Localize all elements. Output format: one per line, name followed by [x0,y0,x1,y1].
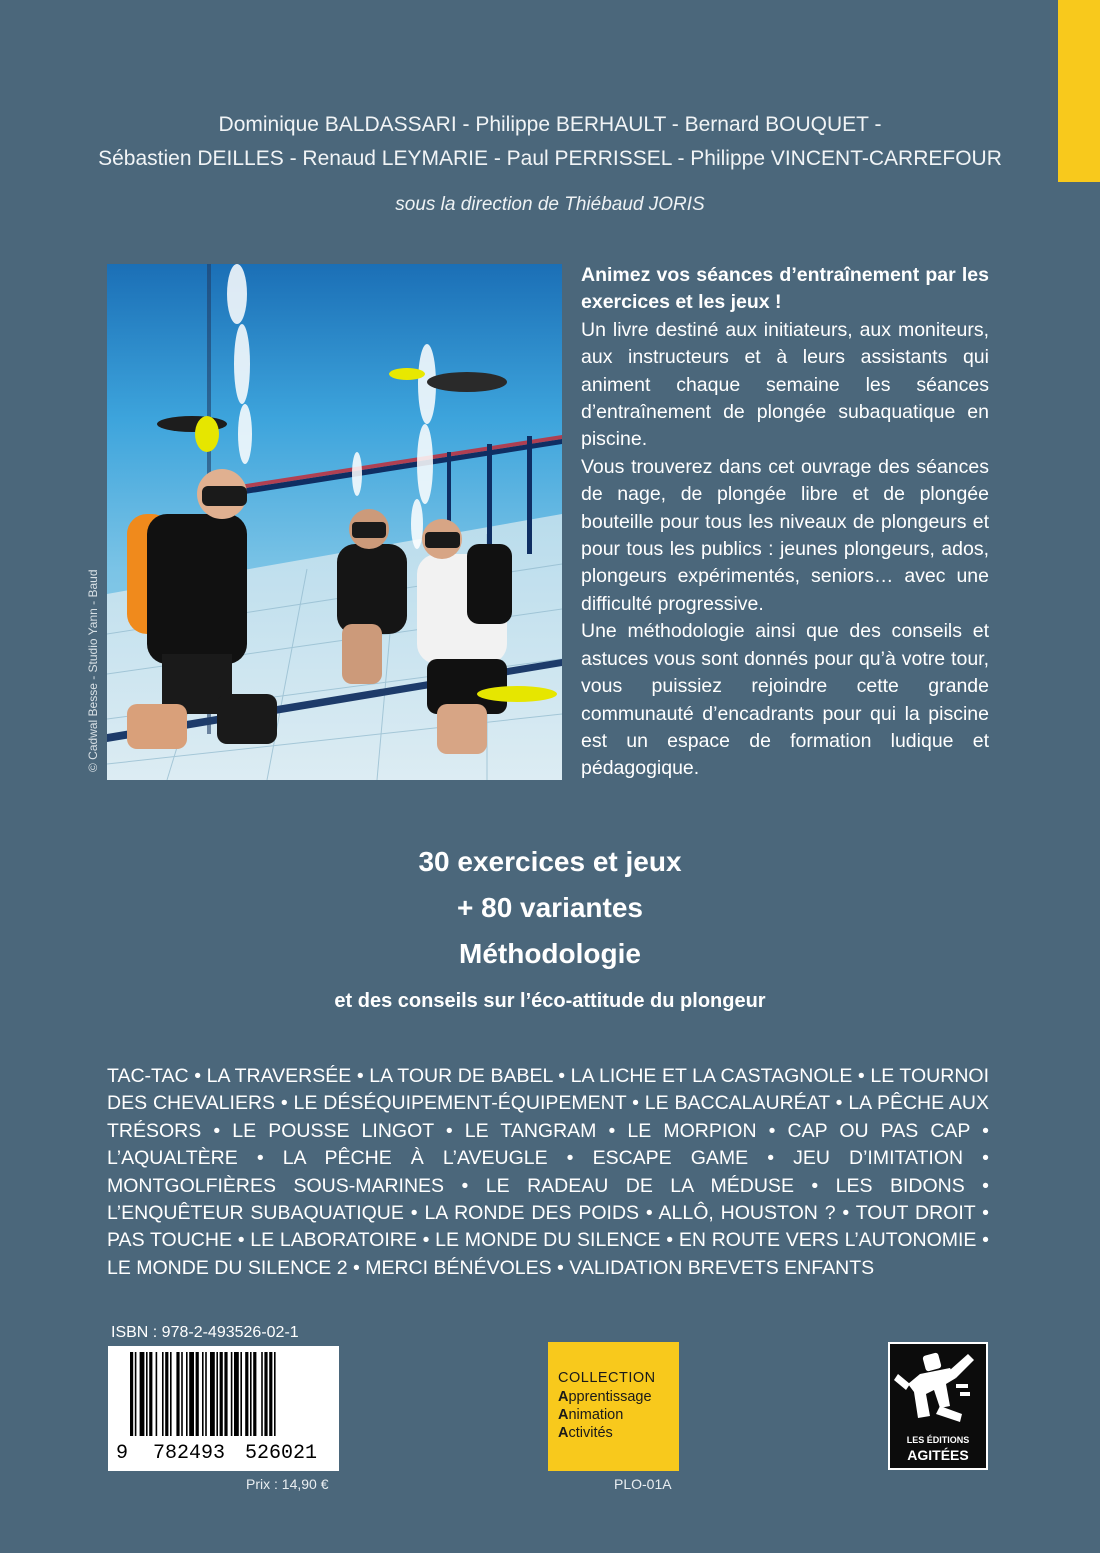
headline-variants: + 80 variantes [456,892,644,923]
agitated-figure-icon [890,1344,986,1432]
description-lead: Animez vos séances d’entraînement par les exercices et les jeux ! [581,264,989,314]
collection-title: COLLECTION [558,1370,656,1386]
collection-line-3: Activités [558,1425,613,1441]
cover-photo-underwater-divers [107,264,562,780]
price: Prix : 14,90 € [246,1476,329,1492]
authors-line-2: Sébastien DEILLES - Renaud LEYMARIE - Paul PERRISSEL - Philippe VINCENT-CARREFOUR [98,147,1002,170]
description-paragraph-3: Une méthodologie ainsi que des conseils et astuces vous sont donnés pour qu’à votre tour, vous puissiez rejoindre cette grande communauté d’encadrants pour qui la piscine est un espace de formation ludique et pédagogique. [581,620,989,780]
product-reference: PLO-01A [614,1476,672,1492]
book-description [581,262,989,783]
headline-methodology: Méthodologie [459,938,641,969]
authors-line-1: Dominique BALDASSARI - Philippe BERHAULT - Bernard BOUQUET - [218,113,882,136]
collection-line-1: Apprentissage [558,1389,652,1405]
isbn: ISBN : 978-2-493526-02-1 [111,1324,299,1341]
collection-line-2: Animation [558,1407,624,1423]
publisher-logo [888,1342,988,1470]
direction-credit: sous la direction de Thiébaud JORIS [395,194,705,215]
barcode-digits-left: 782493 [153,1442,226,1465]
games-list: TAC-TAC • LA TRAVERSÉE • LA TOUR DE BABEL • LA LICHE ET LA CASTAGNOLE • LE TOURNOI DES CHEVALIERS • LE DÉSÉQUIPEMENT-ÉQUIPEMENT • LE BACCALAURÉAT • LA PÊCHE AUX TRÉSORS • LE POUSSE LINGOT • LE TANGRAM • LE MORPION • CAP OU PAS CAP • L’AQUALTÈRE • LA PÊCHE À L’AVEUGLE • ESCAPE GAME • JEU D’IMITATION • MONTGOLFIÈRES SOUS-MARINES • LE RADEAU DE LA MÉDUSE • LES BIDONS • L’ENQUÊTEUR SUBAQUATIQUE • LA RONDE DES POIDS • ALLÔ, HOUSTON ? • TOUT DROIT • PAS TOUCHE • LE LABORATOIRE • LE MONDE DU SILENCE • EN ROUTE VERS L’AUTONOMIE • LE MONDE DU SILENCE 2 • MERCI BÉNÉVOLES • VALIDATION BREVETS ENFANTS [107,1065,989,1279]
description-paragraph-1: Un livre destiné aux initiateurs, aux moniteurs, aux instructeurs et à leurs assistants qui animent chaque semaine les séances d’entraînement de plongée subaquatique en piscine. [581,318,989,451]
description-paragraph-2: Vous trouverez dans cet ouvrage des séances de nage, de plongée libre et de plongée bouteille pour tous les niveaux de plongeurs et pour tous les publics : jeunes plongeurs, ados, plongeurs expérimentés, seniors… avec une difficulté progressive. [581,455,989,615]
authors [60,108,1040,176]
collection-badge [548,1342,679,1471]
photo-credit: © Cadwal Besse - Studio Yann - Baud [86,569,100,772]
barcode-digits-right: 526021 [245,1442,318,1465]
barcode-digit-lead: 9 [116,1442,129,1465]
yellow-corner-tab [1058,0,1100,182]
publisher-name-line-1: LES ÉDITIONS [906,1435,970,1445]
headline-eco-advice: et des conseils sur l’éco-attitude du plongeur [334,990,766,1012]
barcode [108,1346,339,1471]
headline-exercises: 30 exercices et jeux [418,846,682,877]
publisher-name-line-2: AGITÉES [907,1447,969,1463]
barcode-bars [108,1346,339,1442]
